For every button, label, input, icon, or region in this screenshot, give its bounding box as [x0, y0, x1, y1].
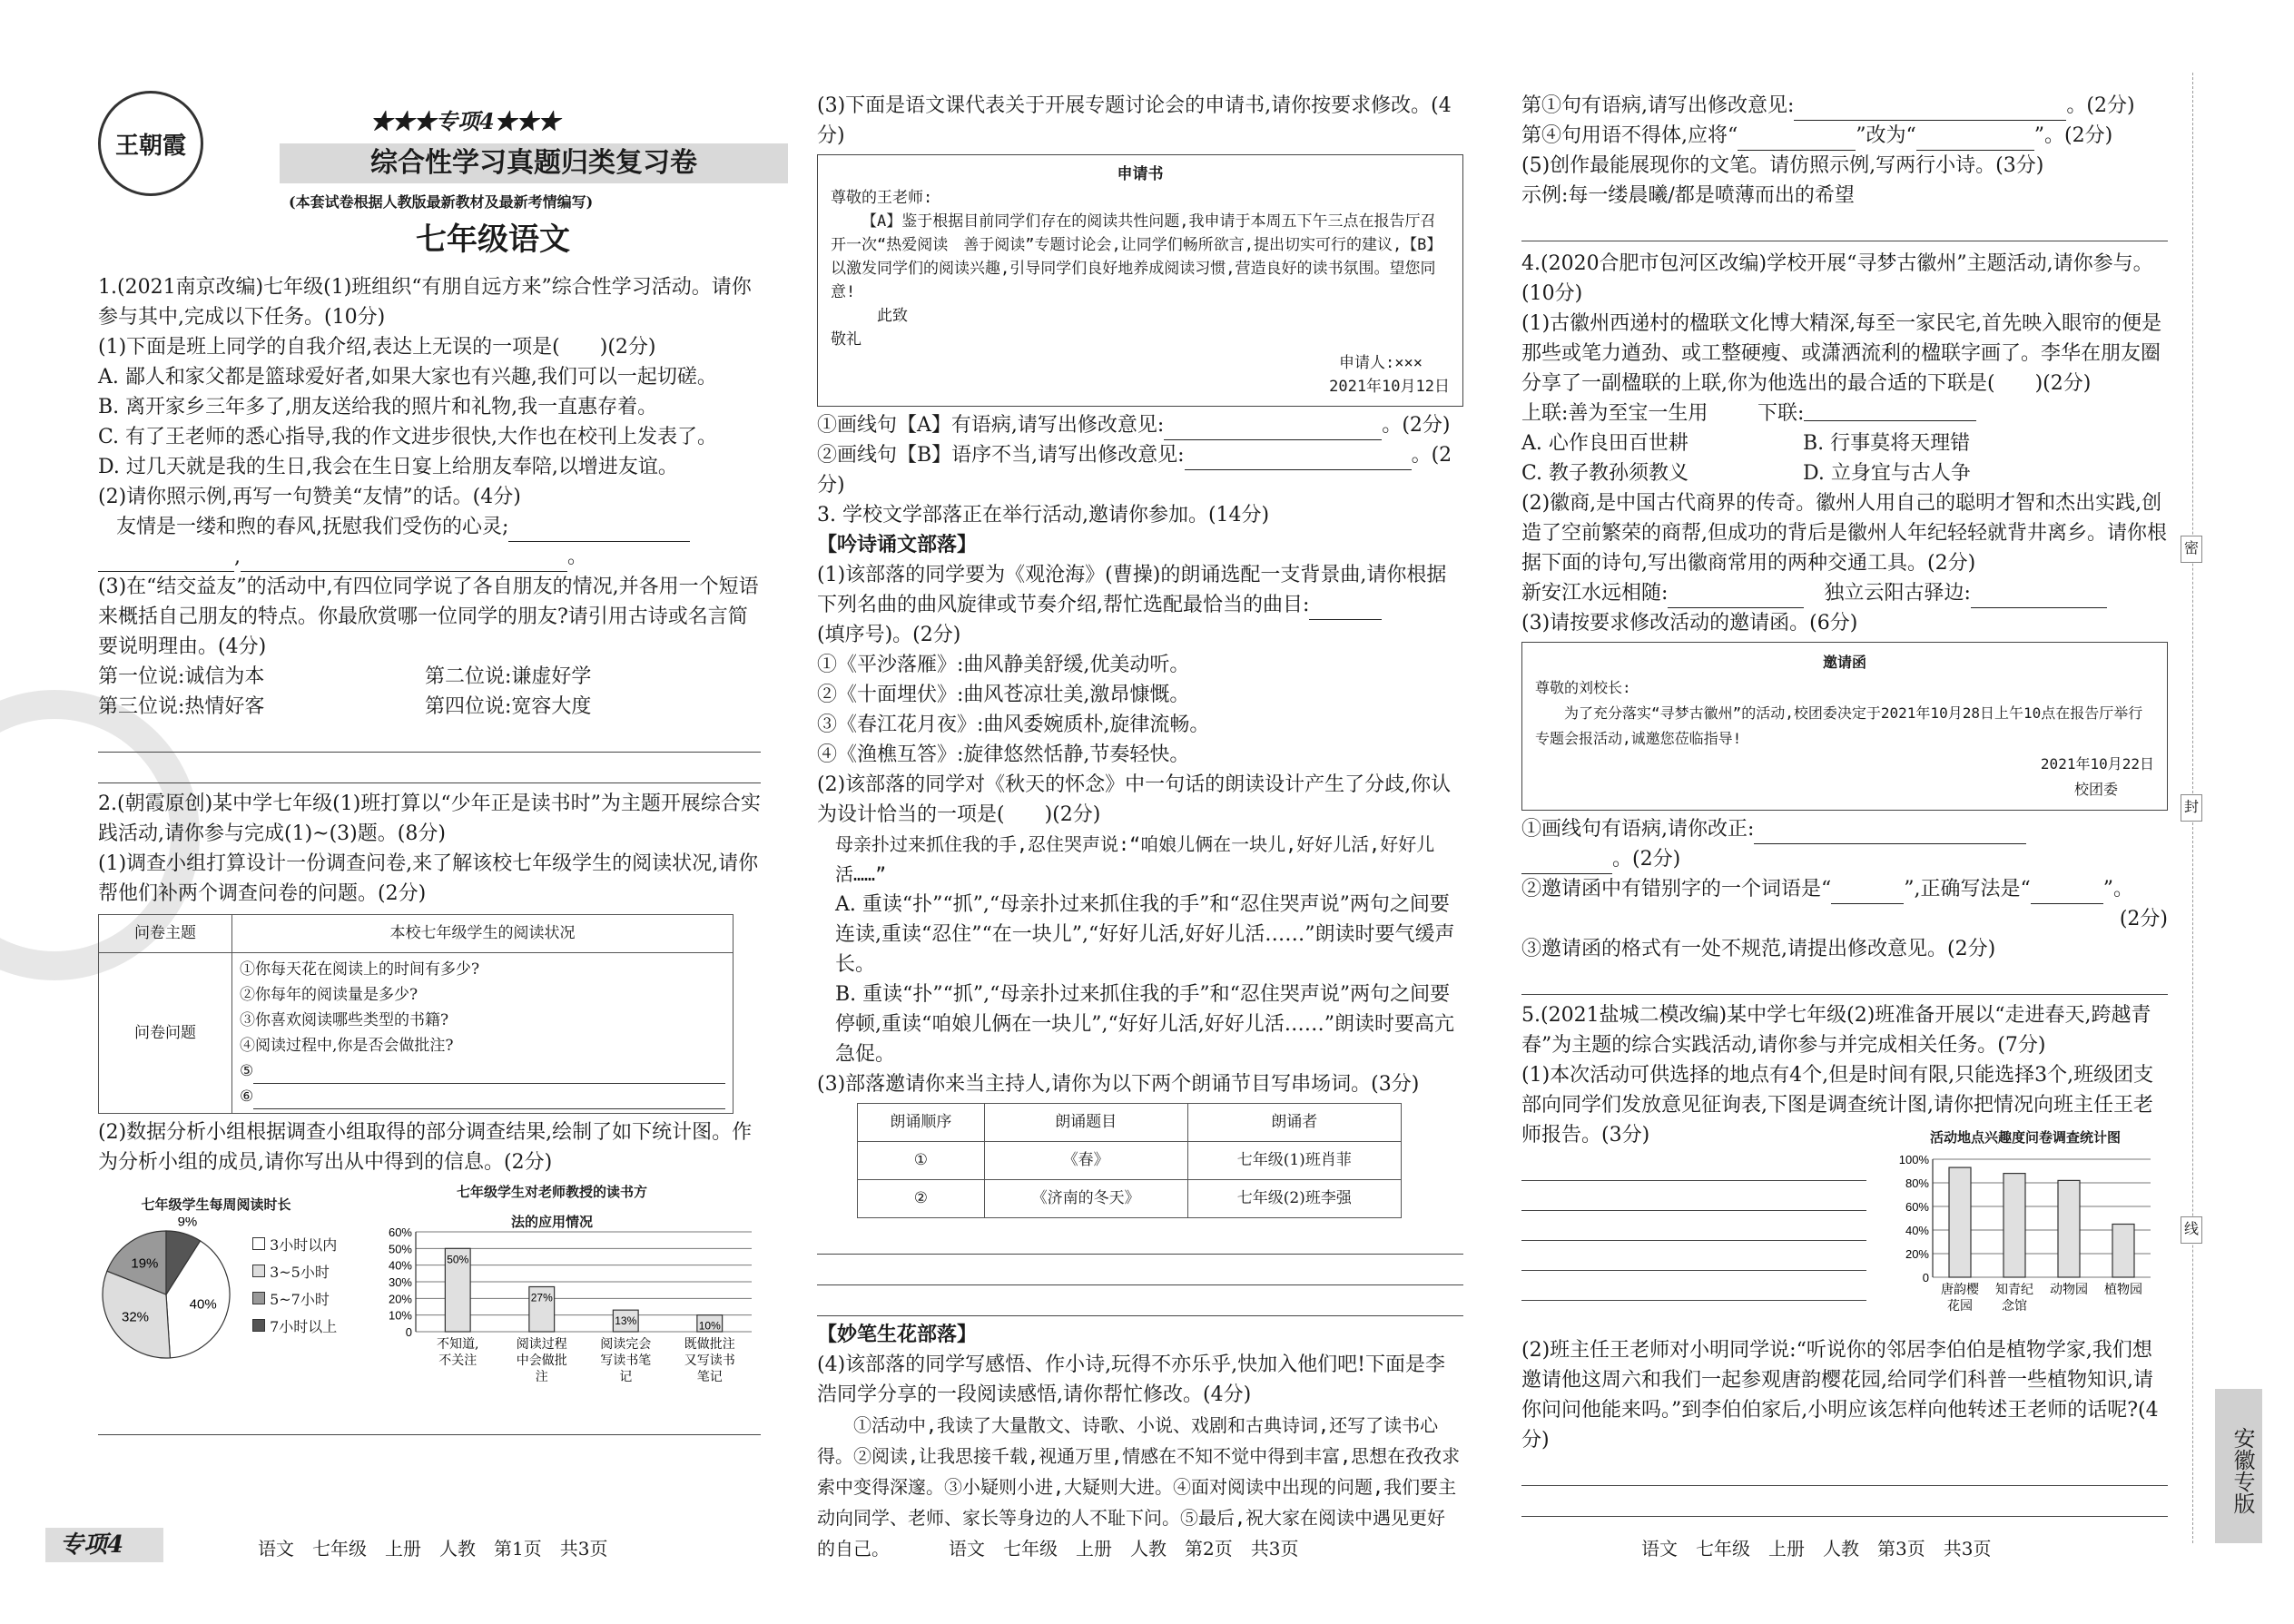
- binding-mark-1: 密: [2181, 536, 2202, 563]
- q4-3b2: ”,正确写法是“: [1904, 878, 2031, 901]
- recital-col-reader: 朗诵者: [1187, 1104, 1401, 1142]
- survey-q5-blank[interactable]: [253, 1058, 725, 1084]
- pie-legend: [252, 1232, 337, 1341]
- points: (2分): [2119, 908, 2168, 930]
- application-title: 申请书: [1117, 165, 1164, 183]
- exam-header: [98, 91, 761, 272]
- topic-label: ★★★专项4★★★: [370, 108, 560, 134]
- edition-band: 安徽专版: [2215, 1389, 2262, 1543]
- paper-subtitle: (本套试卷根据人教版最新教材及最新考情编写): [289, 193, 594, 211]
- bar-chart-title: 七年级学生对老师教授的读书方法的应用情况: [456, 1184, 647, 1230]
- q1-option-b: B. 离开家乡三年多了,朋友送给我的照片和礼物,我一直惠存着。: [98, 396, 658, 418]
- survey-q5-label: ⑤: [240, 1062, 254, 1080]
- pie-data-label: 32%: [122, 1309, 150, 1325]
- x-tick-label: 阅读完会: [600, 1337, 652, 1352]
- pie-data-label: 19%: [131, 1255, 159, 1272]
- x-tick-label: 动物园: [2050, 1283, 2088, 1297]
- x-tick-label: 不关注: [438, 1353, 478, 1368]
- friend-1: 第一位说:诚信为本: [98, 665, 265, 688]
- revise-4c: ”。(2分): [2033, 124, 2113, 147]
- legend-1: 3小时以内: [270, 1236, 338, 1254]
- friend-3: 第三位说:热情好客: [98, 695, 265, 718]
- q3-2-option-a: A. 重读“扑”“抓”,“母亲扑过来抓住我的手”和“忍住哭声说”两句之间要连读,重读“忍住”“在一块儿”,“好好儿活,好好儿活……”朗读时要气缓声长。: [835, 893, 1455, 976]
- legend-2: 3~5小时: [270, 1264, 330, 1281]
- q2-2: (2)数据分析小组根据调查小组取得的部分调查结果,绘制了如下统计图。作为分析小组的成员,请你写出从中得到的信息。(2分): [98, 1121, 753, 1174]
- x-tick-label: 植物园: [2104, 1283, 2142, 1297]
- q1-1: (1)下面是班上同学的自我介绍,表达上无误的一项是( )(2分): [98, 336, 656, 359]
- poem-line-1: 新安江水远相随:: [1521, 582, 1669, 605]
- bar: [2004, 1174, 2025, 1277]
- x-tick-label: 笔记: [696, 1370, 723, 1384]
- binding-mark-2: 封: [2181, 794, 2202, 822]
- bar-chart-venues: [1889, 1150, 2161, 1332]
- points: (2分): [1402, 414, 1451, 437]
- survey-q1: ①你每天花在阅读上的时间有多少?: [240, 960, 480, 979]
- answer-blank[interactable]: [1971, 586, 2107, 608]
- recital-title: 《春》: [984, 1142, 1187, 1180]
- points: (2分): [1632, 848, 1681, 871]
- section-recite: 【吟诗诵文部落】: [817, 533, 978, 556]
- legend-4: 7小时以上: [270, 1318, 338, 1335]
- y-tick-label: 30%: [388, 1275, 412, 1289]
- invitation-body: 为了充分落实“寻梦古徽州”的活动,校团委决定于2021年10月28日上午10点在报告厅举行专题会报活动,诚邀您莅临指导!: [1535, 704, 2143, 747]
- q3-2: (2)该部落的同学对《秋天的怀念》中一句话的朗读设计产生了分歧,你认为设计恰当的一项是( )(2分): [817, 773, 1452, 826]
- x-tick-label: 注: [535, 1370, 548, 1384]
- y-tick-label: 50%: [388, 1242, 412, 1256]
- x-tick-label: 既做批注: [684, 1337, 735, 1352]
- points: (2分): [2086, 94, 2135, 117]
- q1-option-a: A. 鄙人和家父都是篮球爱好者,如果大家也有兴趣,我们可以一起切磋。: [98, 366, 717, 389]
- y-tick-label: 0: [405, 1325, 412, 1339]
- charts-area: [98, 1177, 761, 1404]
- bar-chart-reading: [379, 1223, 761, 1404]
- bar: [1949, 1167, 1971, 1277]
- survey-question-header: 问卷问题: [99, 953, 232, 1114]
- x-tick-label: 阅读过程: [516, 1337, 567, 1352]
- x-tick-label: 知青纪: [1995, 1283, 2033, 1297]
- application-close-1: 此致: [877, 307, 908, 325]
- q5-stem: 5.(2021盐城二模改编)某中学七年级(2)班准备开展以“走进春天,跨越青春”为主题的综合实践活动,请你参与并完成相关任务。(7分): [1521, 1004, 2151, 1057]
- answer-blank[interactable]: [1738, 128, 1856, 151]
- q3-4-passage: ①活动中,我读了大量散文、诗歌、小说、戏剧和古典诗词,还写了读书心得。②阅读,让我思接千载,视通万里,情感在不知不觉中得到丰富,思想在孜孜求索中变得深邃。③小疑则小进,大疑则大进。④面对阅读中出现的问题,我们要主动向同学、老师、家长等身边的人不耻下问。⑤最后,祝大家在阅读中遇见更好的自己。: [817, 1414, 1461, 1560]
- q1-3: (3)在“结交益友”的活动中,有四位同学说了各自朋友的情况,并各用一个短语来概括自己朋友的特点。你最欣赏哪一位同学的朋友?请引用古诗或名言简要说明理由。(4分): [98, 576, 759, 658]
- x-tick-label: 唐韵樱: [1941, 1283, 1979, 1297]
- recital-order: ②: [858, 1180, 985, 1218]
- couplet-upper: 上联:善为至宝一生用: [1521, 402, 1708, 425]
- q1-stem: 1.(2021南京改编)七年级(1)班组织“有朋自远方来”综合性学习活动。请你参与其中,完成以下任务。(10分): [98, 276, 752, 329]
- footer-page-3: 语文 七年级 上册 人教 第3页 共3页: [1641, 1538, 1992, 1560]
- q4-option-b: B. 行事莫将天理错: [1803, 432, 1971, 455]
- survey-q3: ③你喜欢阅读哪些类型的书籍?: [240, 1011, 449, 1029]
- answer-line[interactable]: [1521, 1150, 1866, 1181]
- recital-reader: 七年级(2)班李强: [1187, 1180, 1401, 1218]
- x-tick-label: 念馆: [2002, 1299, 2027, 1314]
- survey-table: [98, 914, 733, 1114]
- music-4: ④《渔樵互答》:旋律悠然恬静,节奏轻快。: [817, 743, 1190, 766]
- x-tick-label: 中会做批: [516, 1353, 567, 1368]
- bar: [2112, 1225, 2134, 1278]
- invitation-letter: [1521, 642, 2168, 811]
- bar-data-label: 27%: [530, 1291, 553, 1304]
- answer-blank[interactable]: [1831, 881, 1904, 904]
- binding-mark-3: 线: [2181, 1216, 2202, 1244]
- legend-swatch: [252, 1292, 265, 1304]
- footer-page-1: 语文 七年级 上册 人教 第1页 共3页: [258, 1538, 608, 1560]
- legend-swatch: [252, 1319, 265, 1332]
- recital-title: 《济南的冬天》: [984, 1180, 1187, 1218]
- q3-5: (5)创作最能展现你的文笔。请仿照示例,写两行小诗。(3分): [1521, 154, 2044, 177]
- legend-swatch: [252, 1265, 265, 1277]
- answer-line[interactable]: [1521, 1180, 1866, 1211]
- application-body: 【A】鉴于根据目前同学们存在的阅读共性问题,我申请于本周五下午三点在报告厅召开一次“热爱阅读 善于阅读”专题讨论会,让同学们畅所欲言,提出切实可行的建议,【B】以激发同学们的阅读兴趣,引导同学们良好地养成阅读习惯,营造良好的读书氛围。望您同意!: [831, 212, 1442, 301]
- brand-logo: [98, 91, 203, 196]
- pie-data-label: 9%: [177, 1217, 198, 1230]
- answer-blank[interactable]: [1185, 448, 1412, 470]
- answer-blank[interactable]: [1521, 851, 1612, 874]
- q4-option-a: A. 心作良田百世耕: [1521, 432, 1689, 455]
- q1-2: (2)请你照示例,再写一句赞美“友情”的话。(4分): [98, 486, 521, 508]
- bar-data-label: 50%: [447, 1253, 469, 1266]
- friend-4: 第四位说:宽容大度: [425, 695, 592, 718]
- q4-1: (1)古徽州西递村的楹联文化博大精深,每至一家民宅,首先映入眼帘的便是那些或笔力遒劲、或工整硬瘦、或潇洒流利的楹联字画了。李华在朋友圈分享了一副楹联的上联,你为他选出的最合适的下联是( )(2分): [1521, 312, 2162, 395]
- answer-blank[interactable]: [1804, 399, 1976, 421]
- answer-line[interactable]: [817, 1285, 1463, 1316]
- y-tick-label: 100%: [1898, 1153, 1929, 1166]
- q3-3: (3)部落邀请你来当主持人,请你为以下两个朗诵节目写串场词。(3分): [817, 1073, 1420, 1096]
- recital-table: [857, 1103, 1402, 1218]
- q4-3: (3)请按要求修改活动的邀请函。(6分): [1521, 612, 1858, 635]
- paper-title: 综合性学习真题归类复习卷: [280, 143, 788, 183]
- q4-option-d: D. 立身宜与古人争: [1803, 462, 1971, 485]
- x-tick-label: 写读书笔: [600, 1353, 652, 1368]
- q3-2-sentence: 母亲扑过来抓住我的手,忍住哭声说:“咱娘儿俩在一块儿,好好儿活,好好儿活……”: [835, 833, 1435, 885]
- answer-line[interactable]: [1521, 1486, 2168, 1517]
- answer-line[interactable]: [1521, 1455, 2168, 1486]
- q1-option-d: D. 过几天就是我的生日,我会在生日宴上给朋友奉陪,以增进友谊。: [98, 456, 678, 478]
- q1-2-example: 友情是一缕和煦的春风,抚慰我们受伤的心灵;: [116, 516, 509, 538]
- music-1: ①《平沙落雁》:曲风静美舒缓,优美动听。: [817, 654, 1190, 676]
- y-tick-label: 60%: [388, 1225, 412, 1239]
- y-tick-label: 80%: [1905, 1176, 1929, 1190]
- pie-chart-title: 七年级学生每周阅读时长: [141, 1196, 291, 1213]
- survey-topic-value: 本校七年级学生的阅读状况: [232, 915, 733, 953]
- column-3: 第①句有语病,请写出修改意见: 。(2分) 第④句用语不得体,应将“ ”改为“ ”。(2分) (5)创作最能展现你的文笔。请仿照示例,写两行小诗。(3分) 示例:每一缕晨曦/都是喷薄而出的希望 4.(2020合肥市包河区改编)学校开展“寻梦古徽州”主题活动,请你参与。(10分) (1)古徽州西递村的楹联文化博大精深,每至一家民宅,首先映入眼帘的便是那些或笔力遒劲、或工整硬瘦、或潇洒流利的楹联字画了。李华在朋友圈分享了一副楹联的上联,你为他选出的最合适的下联是( )(2分) 上联:善为至宝一生用 下联: A. 心作良田百世耕 B. 行事莫将天理错 C. 教子教孙须教义 D. 立身宜与古人争 (2)徽商,是中国古代商界的传奇。徽州人用自己的聪明才智和杰出实践,创造了空前繁荣的商帮,但成功的背后是徽州人年纪轻轻就背井离乡。请你根据下面的诗句,写出徽商常用的两种交通工具。(2分) 新安江水远相随: 独立云阳古驿边: (3)请按要求修改活动的邀请函。(6分) 邀请函 尊敬的刘校长: 为了充分落实“寻梦古徽州”的活动,校团委决定于2021年10月28日上午10点在报告厅举行专题会报活动,诚邀您莅临指导! 2021年10月22日 校团委 ①画线句有语病,请你改正: 。(2分) ②邀请函中有错别字的一个词语是“ ”,正确写法是“ ”。 (2分) ③邀请函的格式有一处不规范,请提出修改意见。(2分) 5.(2021盐城二模改编)某中学七年级(2)班准备开展以“走进春天,跨越青春”为主题的综合实践活动,请你参与并完成相关任务。(7分) (1)本次活动可供选择的地点有4个,但是时间有限,只能选择3个,班级团支部向同学们发放意见征询表,下图是调查统计图,请你把情况向班主任王老师报告。(3分) 活动地点兴趣度问卷调查统计图 0 20% 40% 60% 80% 100% 唐韵樱 花园 知青纪 念馆 动物园 植物园 (2)班主任王老师对小明同学说:“听说你的邻居李伯伯是植物学家,我们想邀请他这周六和我们一起参观唐韵樱花园,给同学们科普一些植物知识,请你问问他能来吗。”到李伯伯家后,小明应该怎样向他转述王老师的话呢?(4分): [1521, 91, 2168, 1517]
- answer-line[interactable]: [98, 722, 761, 753]
- footer-tag: 专项4: [45, 1528, 163, 1562]
- answer-blank[interactable]: [1668, 586, 1804, 608]
- recital-order: ①: [858, 1142, 985, 1180]
- invitation-signer: 校团委: [2073, 781, 2118, 798]
- bar-data-label: 10%: [698, 1319, 721, 1333]
- survey-topic-header: 问卷主题: [99, 915, 232, 953]
- q5-1: (1)本次活动可供选择的地点有4个,但是时间有限,只能选择3个,班级团支部向同学们发放意见征询表,下图是调查统计图,请你把情况向班主任王老师报告。(3分): [1521, 1064, 2154, 1147]
- q4-3a: ①画线句有语病,请你改正:: [1521, 818, 1755, 841]
- q3-5-example: 示例:每一缕晨曦/都是喷薄而出的希望: [1521, 184, 1855, 207]
- q3-1-tail: (填序号)。(2分): [817, 624, 961, 646]
- answer-line[interactable]: [1521, 1240, 1866, 1271]
- survey-q6-label: ⑥: [240, 1088, 254, 1106]
- answer-line[interactable]: [1521, 1270, 1866, 1301]
- answer-line[interactable]: [817, 1224, 1463, 1255]
- answer-line[interactable]: [1521, 211, 2168, 241]
- y-tick-label: 60%: [1905, 1200, 1929, 1214]
- y-tick-label: 20%: [1905, 1247, 1929, 1261]
- invitation-date: 2021年10月22日: [2040, 755, 2154, 773]
- revise-4a: 第④句用语不得体,应将“: [1521, 124, 1738, 147]
- x-tick-label: 又写读书: [684, 1353, 735, 1368]
- venue-chart-title: 活动地点兴趣度问卷调查统计图: [1929, 1129, 2121, 1146]
- brand-name: 王朝霞: [114, 132, 186, 160]
- friend-2: 第二位说:谦虚好学: [425, 665, 592, 688]
- answer-blank[interactable]: [241, 549, 567, 572]
- q2-3b: ②画线句【B】语序不当,请写出修改意见:: [817, 444, 1185, 467]
- application-close-2: 敬礼: [831, 330, 861, 349]
- y-tick-label: 40%: [1905, 1224, 1929, 1237]
- legend-3: 5~7小时: [270, 1291, 330, 1308]
- q3-1: (1)该部落的同学要为《观沧海》(曹操)的朗诵选配一支背景曲,请你根据下列名曲的曲风旋律或节奏介绍,帮忙选配最恰当的曲目:: [817, 564, 1447, 616]
- couplet-lower: 下联:: [1757, 402, 1805, 425]
- music-3: ③《春江花月夜》:曲风委婉质朴,旋律流畅。: [817, 714, 1210, 736]
- answer-line[interactable]: [98, 1404, 761, 1435]
- bar-data-label: 13%: [615, 1314, 637, 1328]
- x-tick-label: 不知道,: [437, 1337, 479, 1352]
- footer-page-2: 语文 七年级 上册 人教 第2页 共3页: [949, 1538, 1299, 1560]
- column-2: (3)下面是语文课代表关于开展专题讨论会的申请书,请你按要求修改。(4分) 申请书 尊敬的王老师: 【A】鉴于根据目前同学们存在的阅读共性问题,我申请于本周五下午三点在报告厅召开一次“热爱阅读 善于阅读”专题讨论会,让同学们畅所欲言,提出切实可行的建议,【B】以激发同学们的阅读兴趣,引导同学们良好地养成阅读习惯,营造良好的读书氛围。望您同意! 此致 敬礼 申请人:××× 2021年10月12日 ①画线句【A】有语病,请写出修改意见: 。(2分) ②画线句【B】语序不当,请写出修改意见: 。(2分) 3. 学校文学部落正在举行活动,邀请你参加。(14分) 【吟诗诵文部落】 (1)该部落的同学要为《观沧海》(曹操)的朗诵选配一支背景曲,请你根据下列名曲的曲风旋律或节奏介绍,帮忙选配最恰当的曲目: (填序号)。(2分) ①《平沙落雁》:曲风静美舒缓,优美动听。 ②《十面埋伏》:曲风苍凉壮美,激昂慷慨。 ③《春江花月夜》:曲风委婉质朴,旋律流畅。 ④《渔樵互答》:旋律悠然恬静,节奏轻快。 (2)该部落的同学对《秋天的怀念》中一句话的朗读设计产生了分歧,你认为设计恰当的一项是( )(2分) 母亲扑过来抓住我的手,忍住哭声说:“咱娘儿俩在一块儿,好好儿活,好好儿活……” A. 重读“扑”“抓”,“母亲扑过来抓住我的手”和“忍住哭声说”两句之间要连读,重读“忍住”“在一块儿”,“好好儿活,好好儿活……”朗读时要气缓声长。 B. 重读“扑”“抓”,“母亲扑过来抓住我的手”和“忍住哭声说”两句之间要停顿,重读“咱娘儿俩在一块儿”,“好好儿活,好好儿活……”朗读时要高亢急促。 (3)部落邀请你来当主持人,请你为以下两个朗诵节目写串场词。(3分) 朗诵顺序 朗诵题目 朗诵者 ① 《春》 七年级(1)班肖菲 ② 《济南的冬天》 七年级(2)班李强 【妙笔生花部落】 (4)该部落的同学写感悟、作小诗,玩得不亦乐乎,快加入他们吧!下面是李浩同学分享的一段阅读感悟,请你帮忙修改。(4分) ①活动中,我读了大量散文、诗歌、小说、戏剧和古典诗词,还写了读书心得。②阅读,让我思接千载,视通万里,情感在不知不觉中得到丰富,思想在孜孜求索中变得深邃。③小疑则小进,大疑则大进。④面对阅读中出现的问题,我们要主动向同学、老师、家长等身边的人不耻下问。⑤最后,祝大家在阅读中遇见更好的自己。: [817, 91, 1463, 1564]
- column-1: 1.(2021南京改编)七年级(1)班组织“有朋自远方来”综合性学习活动。请你参与其中,完成以下任务。(10分) (1)下面是班上同学的自我介绍,表达上无误的一项是( )(2分) A. 鄙人和家父都是篮球爱好者,如果大家也有兴趣,我们可以一起切磋。 B. 离开家乡三年多了,朋友送给我的照片和礼物,我一直惠存着。 C. 有了王老师的悉心指导,我的作文进步很快,大作也在校刊上发表了。 D. 过几天就是我的生日,我会在生日宴上给朋友奉陪,以增进友谊。 (2)请你照示例,再写一句赞美“友情”的话。(4分) 友情是一缕和煦的春风,抚慰我们受伤的心灵; , 。 (3)在“结交益友”的活动中,有四位同学说了各自朋友的情况,并各用一个短语来概括自己朋友的特点。你最欣赏哪一位同学的朋友?请引用古诗或名言简要说明理由。(4分) 第一位说:诚信为本 第二位说:谦虚好学 第三位说:热情好客 第四位说:宽容大度 2.(朝霞原创)某中学七年级(1)班打算以“少年正是读书时”为主题开展综合实践活动,请你参与完成(1)~(3)题。(8分) (1)调查小组打算设计一份调查问卷,来了解该校七年级学生的阅读状况,请你帮他们补两个调查问卷的问题。(2分) 问卷主题 本校七年级学生的阅读状况 问卷问题 ①你每天花在阅读上的时间有多少? ②你每年的阅读量是多少? ③你喜欢阅读哪些类型的书籍? ④阅读过程中,你是否会做批注? ⑤ ⑥ (2)数据分析小组根据调查小组取得的部分调查结果,绘制了如下统计图。作为分析小组的成员,请你写出从中得到的信息。(2分) 七年级学生每周阅读时长 40% 32% 19% 9% 3小时以内 3~5小时 5~7小时 7小时以上 七年级学生对老师教授的读书方法的应用情况 0 10% 20% 30% 40% 50% 60% 50% 不知道, 不关注 27% 阅读过程 中会做批 注 13% 阅读完会 写读书笔 记 10% 既做批注 又写读书 笔记: [98, 272, 761, 1435]
- survey-q6-blank[interactable]: [253, 1084, 725, 1109]
- q2-3: (3)下面是语文课代表关于开展专题讨论会的申请书,请你按要求修改。(4分): [817, 94, 1452, 147]
- revise-4b: ”改为“: [1856, 124, 1916, 147]
- answer-blank[interactable]: [1309, 597, 1382, 620]
- y-tick-label: 20%: [388, 1292, 412, 1306]
- answer-blank[interactable]: [1916, 128, 2034, 151]
- application-date: 2021年10月12日: [1329, 378, 1450, 396]
- q2-stem: 2.(朝霞原创)某中学七年级(1)班打算以“少年正是读书时”为主题开展综合实践活动,请你参与完成(1)~(3)题。(8分): [98, 792, 761, 845]
- revise-1: 第①句有语病,请写出修改意见:: [1521, 94, 1795, 117]
- section-writing: 【妙笔生花部落】: [817, 1323, 978, 1346]
- q3-4: (4)该部落的同学写感悟、作小诗,玩得不亦乐乎,快加入他们吧!下面是李浩同学分享的一段阅读感悟,请你帮忙修改。(4分): [817, 1353, 1445, 1406]
- legend-swatch: [252, 1237, 265, 1250]
- answer-blank[interactable]: [1794, 98, 2066, 121]
- answer-line[interactable]: [1521, 1210, 1866, 1241]
- music-2: ②《十面埋伏》:曲风苍凉壮美,激昂慷慨。: [817, 684, 1190, 706]
- q2-1: (1)调查小组打算设计一份调查问卷,来了解该校七年级学生的阅读状况,请你帮他们补两个调查问卷的问题。(2分): [98, 852, 759, 905]
- bar: [2058, 1180, 2080, 1277]
- q4-3c: ③邀请函的格式有一处不规范,请提出修改意见。(2分): [1521, 938, 1996, 960]
- y-tick-label: 0: [1922, 1271, 1929, 1284]
- answer-blank[interactable]: [1164, 418, 1382, 440]
- answer-line[interactable]: [1521, 964, 2168, 995]
- q4-3b: ②邀请函中有错别字的一个词语是“: [1521, 878, 1832, 901]
- x-tick-label: 记: [619, 1370, 633, 1384]
- answer-line[interactable]: [98, 753, 761, 783]
- application-signer: 申请人:×××: [1339, 354, 1423, 372]
- recital-col-title: 朗诵题目: [984, 1104, 1187, 1142]
- q4-option-c: C. 教子教孙须教义: [1521, 462, 1689, 485]
- application-letter: [817, 154, 1463, 407]
- invitation-title: 邀请函: [1822, 654, 1866, 671]
- invitation-greeting: 尊敬的刘校长:: [1535, 679, 1631, 696]
- survey-q2: ②你每年的阅读量是多少?: [240, 986, 418, 1004]
- y-tick-label: 40%: [388, 1258, 412, 1273]
- recital-reader: 七年级(1)班肖菲: [1187, 1142, 1401, 1180]
- y-tick-label: 10%: [388, 1308, 412, 1323]
- recital-col-order: 朗诵顺序: [858, 1104, 985, 1142]
- q4-2: (2)徽商,是中国古代商界的传奇。徽州人用自己的聪明才智和杰出实践,创造了空前繁荣的商帮,但成功的背后是徽州人年纪轻轻就背井离乡。请你根据下面的诗句,写出徽商常用的两种交通工具。(2分): [1521, 492, 2167, 575]
- answer-blank[interactable]: [1754, 822, 2026, 844]
- q4-stem: 4.(2020合肥市包河区改编)学校开展“寻梦古徽州”主题活动,请你参与。(10分): [1521, 252, 2153, 305]
- grade-title: 七年级语文: [416, 221, 570, 258]
- points: (2分): [817, 444, 1452, 497]
- answer-blank[interactable]: [98, 549, 234, 572]
- answer-line[interactable]: [817, 1255, 1463, 1285]
- pie-data-label: 40%: [189, 1296, 217, 1313]
- q3-2-option-b: B. 重读“扑”“抓”,“母亲扑过来抓住我的手”和“忍住哭声说”两句之间要停顿,重读“咱娘儿俩在一块儿”,“好好儿活,好好儿活……”朗读时要高亢急促。: [835, 983, 1454, 1066]
- q5-2: (2)班主任王老师对小明同学说:“听说你的邻居李伯伯是植物学家,我们想邀请他这周六和我们一起参观唐韵樱花园,给同学们科普一些植物知识,请你问问他能来吗。”到李伯伯家后,小明应该怎样向他转述王老师的话呢?(4分): [1521, 1339, 2159, 1452]
- answer-blank[interactable]: [508, 519, 690, 542]
- q3-stem: 3. 学校文学部落正在举行活动,邀请你参加。(14分): [817, 504, 1270, 527]
- poem-line-2: 独立云阳古驿边:: [1824, 582, 1971, 605]
- q1-option-c: C. 有了王老师的悉心指导,我的作文进步很快,大作也在校刊上发表了。: [98, 426, 718, 448]
- q5-chart-area: [1521, 1129, 2168, 1332]
- x-tick-label: 花园: [1947, 1299, 1973, 1314]
- application-greeting: 尊敬的王老师:: [831, 189, 933, 207]
- q2-3a: ①画线句【A】有语病,请写出修改意见:: [817, 414, 1165, 437]
- answer-blank[interactable]: [2031, 881, 2103, 904]
- survey-q4: ④阅读过程中,你是否会做批注?: [240, 1037, 454, 1055]
